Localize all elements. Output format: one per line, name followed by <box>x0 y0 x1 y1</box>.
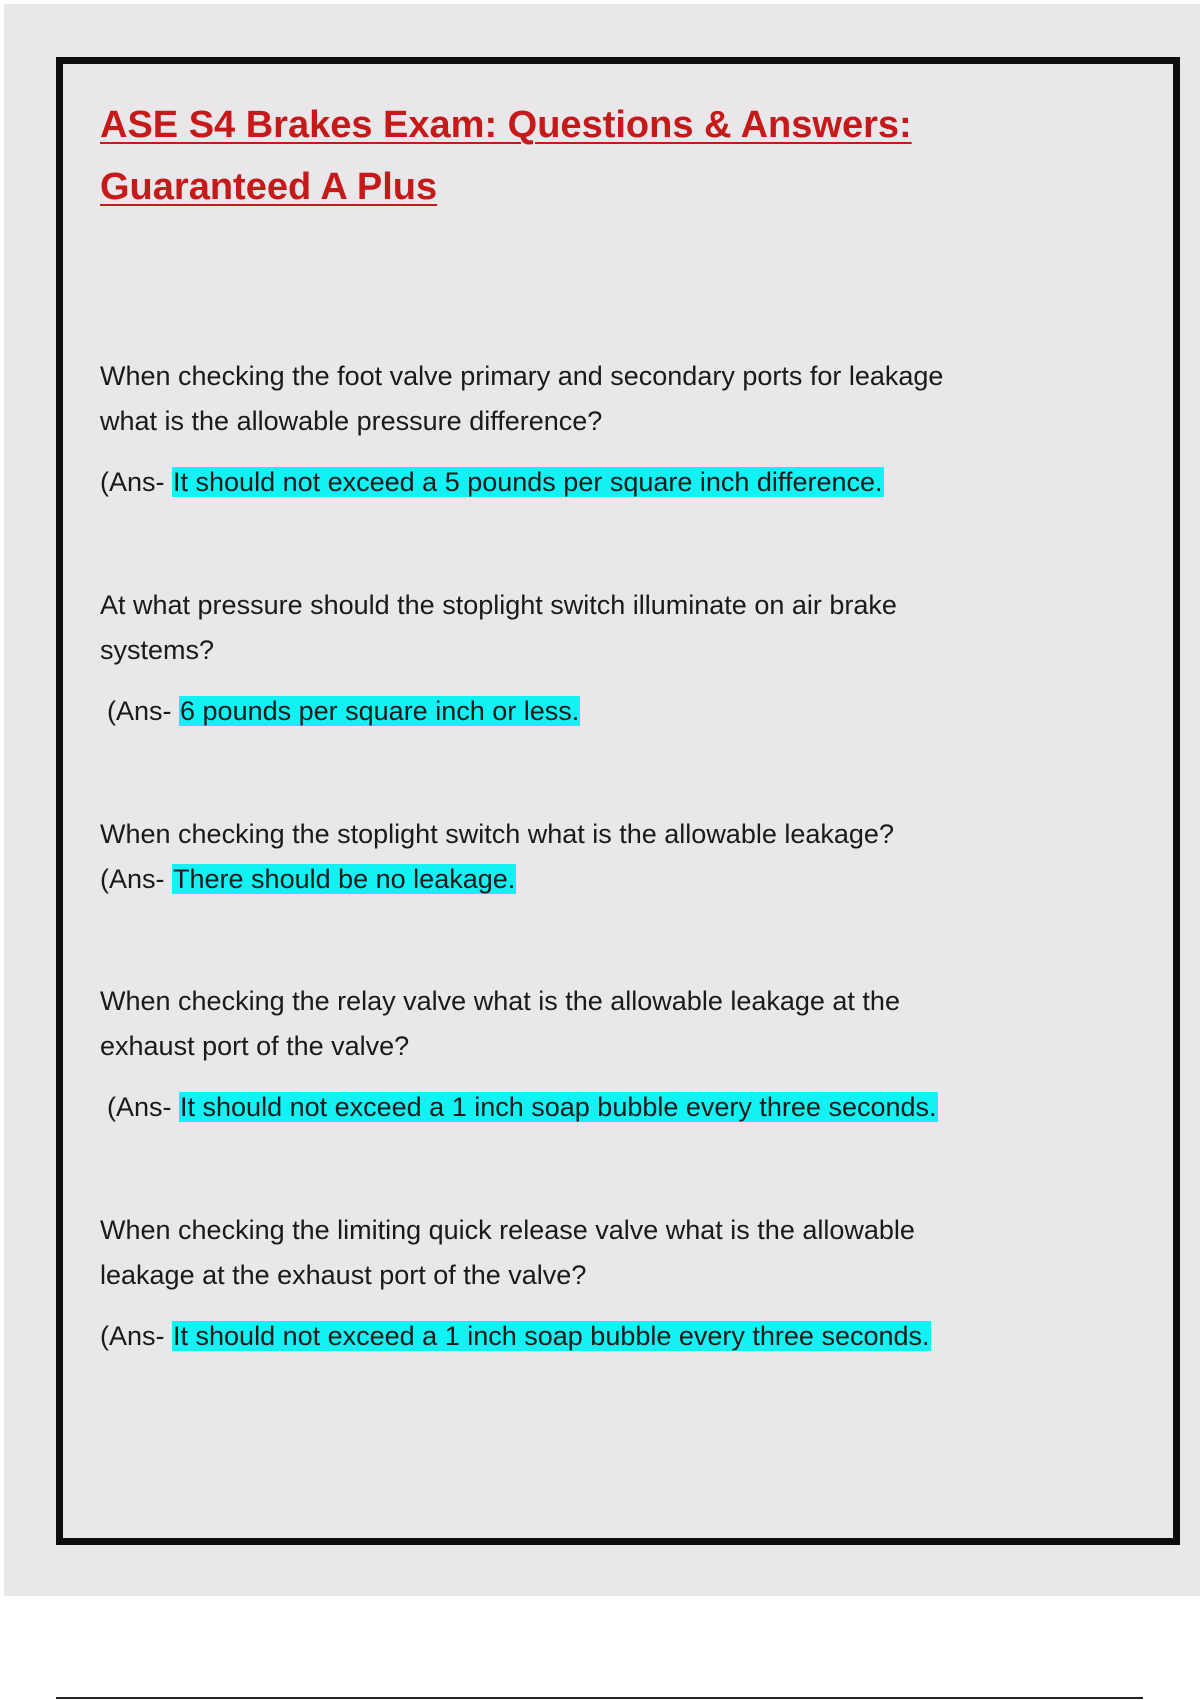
answer-highlight: There should be no leakage. <box>173 864 516 894</box>
title-line-2: Guaranteed A Plus <box>100 166 438 208</box>
bottom-divider <box>56 1697 1143 1699</box>
answer-prefix: (Ans- <box>100 864 173 894</box>
answer-prefix: (Ans- <box>107 1092 180 1122</box>
answer-text <box>100 857 894 902</box>
answer-highlight: It should not exceed a 1 inch soap bubble every three seconds. <box>180 1092 937 1122</box>
answer-text <box>100 1085 938 1130</box>
answer-prefix: (Ans- <box>100 1321 173 1351</box>
question-text: When checking the foot valve primary and secondary ports for leakage what is the allowable pressure difference? <box>100 361 944 436</box>
document-title <box>100 94 1060 218</box>
document-content <box>100 94 1060 1351</box>
question-text: When checking the limiting quick release valve what is the allowable leakage at the exhaust port of the valve? <box>100 1215 915 1290</box>
question-text: At what pressure should the stoplight switch illuminate on air brake systems? <box>100 590 897 665</box>
answer-text <box>100 689 897 734</box>
answer-text <box>100 460 943 505</box>
answer-highlight: It should not exceed a 5 pounds per square inch difference. <box>173 467 883 497</box>
title-line-1: ASE S4 Brakes Exam: Questions & Answers: <box>100 104 912 146</box>
answer-highlight: 6 pounds per square inch or less. <box>180 696 580 726</box>
answer-prefix: (Ans- <box>107 696 180 726</box>
answer-prefix: (Ans- <box>100 467 173 497</box>
qa-item <box>100 354 943 505</box>
question-text: When checking the relay valve what is the allowable leakage at the exhaust port of the valve? <box>100 986 900 1061</box>
page-area <box>4 4 1200 1596</box>
qa-item <box>100 979 938 1130</box>
answer-highlight: It should not exceed a 1 inch soap bubble every three seconds. <box>173 1321 930 1351</box>
question-text: When checking the stoplight switch what is the allowable leakage? <box>100 819 894 849</box>
qa-item <box>100 583 897 734</box>
qa-item <box>100 1208 931 1359</box>
qa-item <box>100 812 894 902</box>
answer-text <box>100 1314 931 1359</box>
